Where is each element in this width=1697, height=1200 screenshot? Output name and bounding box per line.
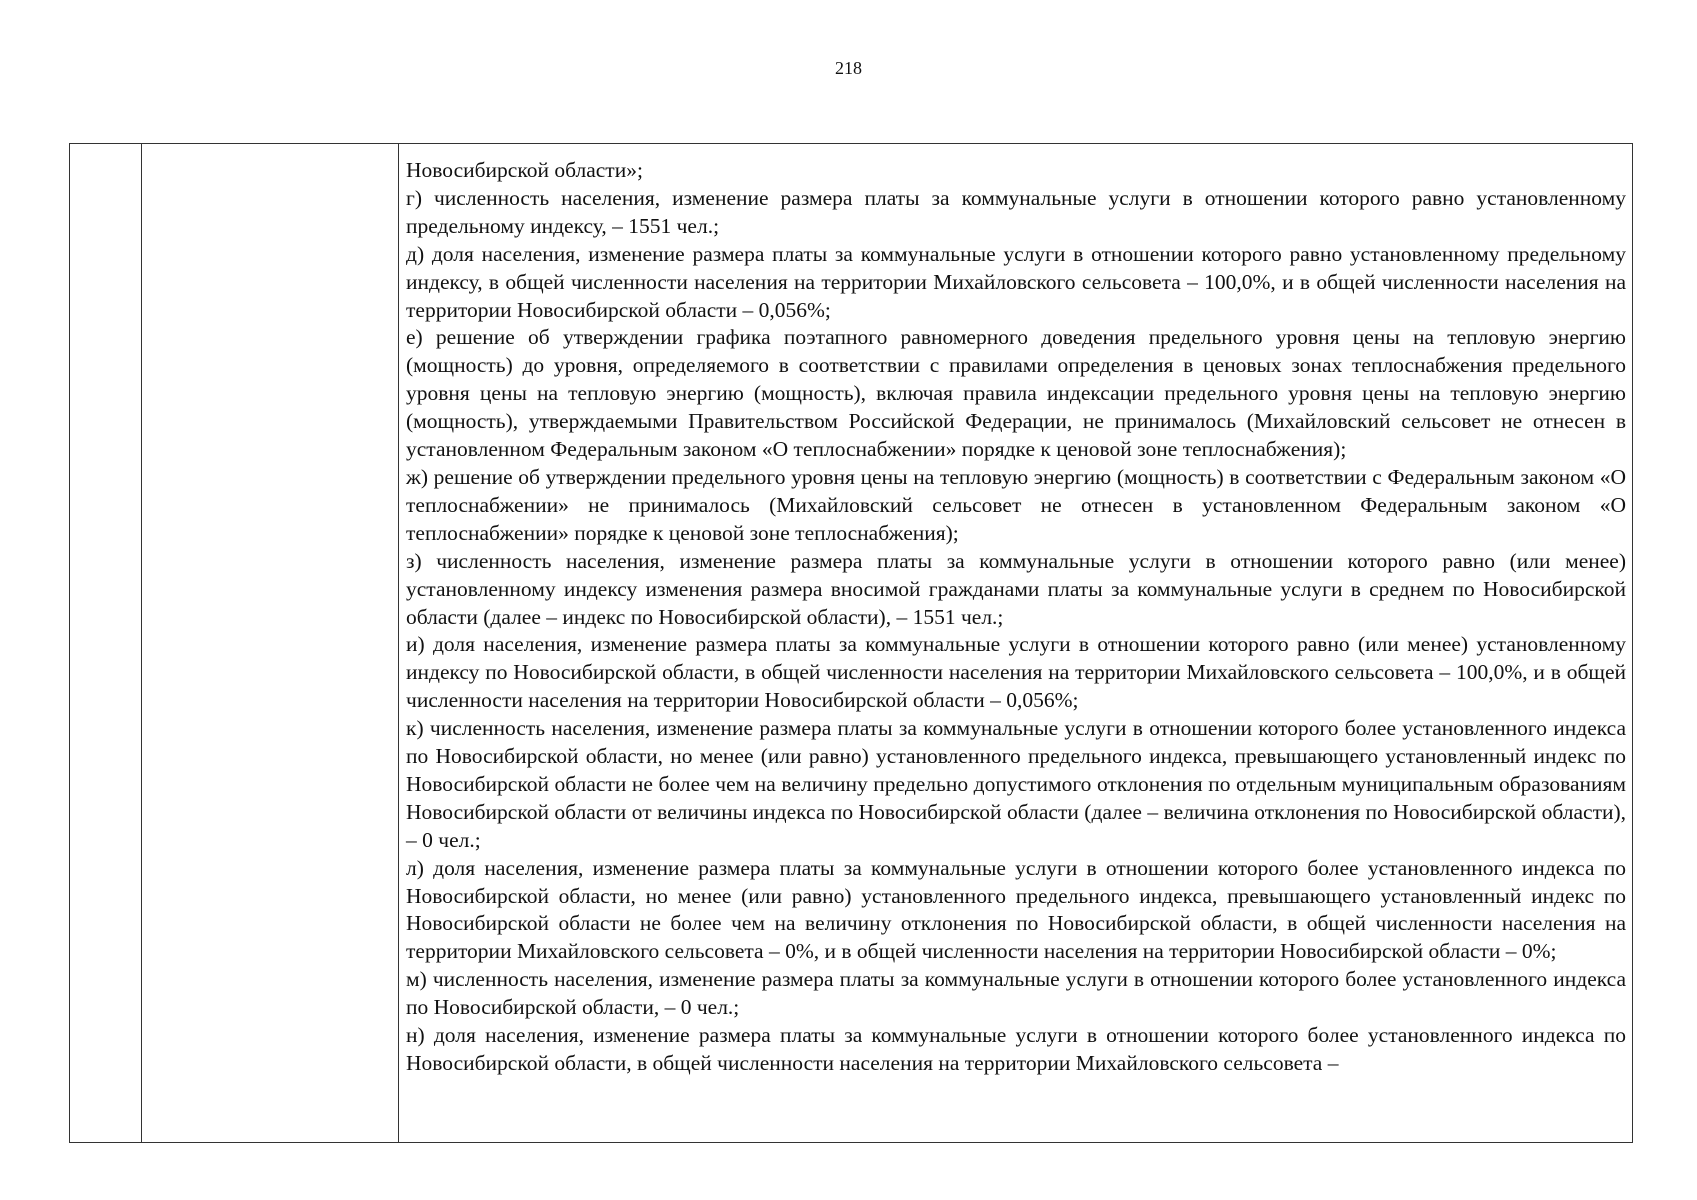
page-number: 218	[835, 58, 862, 78]
table-cell-name	[142, 144, 399, 1143]
table-row	[70, 144, 1633, 1143]
paragraph: г) численность населения, изменение размера платы за коммунальные услуги в отношении которого равно установленному предельному индексу, – 1551 чел.;	[406, 185, 1626, 238]
paragraph: м) численность населения, изменение размера платы за коммунальные услуги в отношении которого более установленного индекса по Новосибирской области, – 0 чел.;	[406, 967, 1626, 1020]
paragraph: з) численность населения, изменение размера платы за коммунальные услуги в отношении которого равно (или менее) установленному индексу изменения размера вносимой гражданами платы за коммунальные услуги в среднем по Новосибирской области (далее – индекс по Новосибирской области), – 1551 чел.;	[406, 548, 1626, 629]
paragraph: н) доля населения, изменение размера платы за коммунальные услуги в отношении которого более установленного индекса по Новосибирской области, в общей численности населения на территории Михайловского сельсовета –	[406, 1023, 1626, 1075]
paragraph: и) доля населения, изменение размера платы за коммунальные услуги в отношении которого равно (или менее) установленному индексу по Новосибирской области, в общей численности населения на территории Михайловского сельсовета – 100,0%, и в общей численности населения на территории Новосибирской области – 0,056%;	[406, 632, 1626, 713]
paragraph: Новосибирской области»;	[406, 158, 643, 182]
table-cell-number	[70, 144, 142, 1143]
paragraph: ж) решение об утверждении предельного уровня цены на тепловую энергию (мощность) в соответствии с Федеральным законом «О теплоснабжении» не принималось (Михайловский сельсовет не отнесен в установленном Федеральным законом «О теплоснабжении» порядке к ценовой зоне теплоснабжения);	[406, 464, 1626, 545]
table-cell-text	[399, 144, 1633, 1143]
paragraph: е) решение об утверждении графика поэтапного равномерного доведения предельного уровня цены на тепловую энергию (мощность) до уровня, определяемого в соответствии с правилами определения в ценовых зонах теплоснабжения предельного уровня цены на тепловую энергию (мощность), включая правила индексации предельного уровня цены на тепловую энергию (мощность), утверждаемыми Правительством Российской Федерации, не принималось (Михайловский сельсовет не отнесен в установленном Федеральным законом «О теплоснабжении» порядке к ценовой зоне теплоснабжения);	[406, 325, 1626, 462]
content-table	[69, 143, 1633, 1143]
paragraph: д) доля населения, изменение размера платы за коммунальные услуги в отношении которого равно установленному предельному индексу, в общей численности населения на территории Михайловского сельсовета – 100,0%, и в общей численности населения на территории Новосибирской области – 0,056%;	[406, 241, 1626, 322]
paragraph: к) численность населения, изменение размера платы за коммунальные услуги в отношении которого более установленного индекса по Новосибирской области, но менее (или равно) установленного предельного индекса, превышающего установленный индекс по Новосибирской области не более чем на величину предельно допустимого отклонения по отдельным муниципальным образованиям Новосибирской области от величины индекса по Новосибирской области (далее – величина отклонения по Новосибирской области), – 0 чел.;	[406, 716, 1626, 852]
paragraph: л) доля населения, изменение размера платы за коммунальные услуги в отношении которого более установленного индекса по Новосибирской области, но менее (или равно) установленного предельного индекса, превышающего установленный индекс по Новосибирской области не более чем на величину отклонения по Новосибирской области, в общей численности населения на территории Михайловского сельсовета – 0%, и в общей численности населения на территории Новосибирской области – 0%;	[406, 855, 1626, 964]
